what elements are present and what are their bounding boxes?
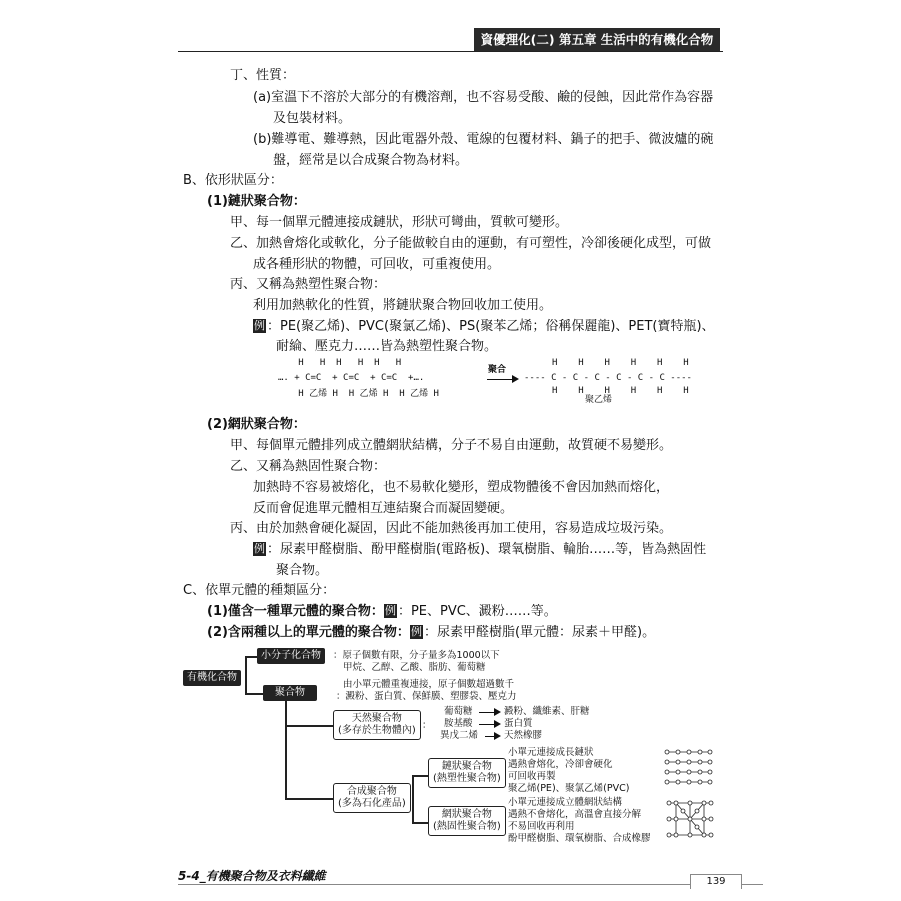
natural-arrow (485, 736, 499, 737)
tree-connector (412, 822, 428, 824)
poly-desc-1: 由小單元體重複連接，原子個數超過數千 (343, 679, 515, 690)
network-example-cont: 聚合物。 (276, 563, 329, 578)
chain-desc-4: 聚乙烯(PE)、聚氯乙烯(PVC) (508, 783, 630, 794)
single-monomer: (1)僅含一種單元體的聚合物：例 ：PE、PVC、澱粉……等。 (207, 604, 557, 619)
network-point-2-desc1: 加熱時不容易被熔化，也不易軟化變形，塑成物體後不會因加熱而熔化， (253, 480, 670, 495)
tree-connector (285, 701, 287, 799)
property-b: (b)難導電、難導熱，因此電器外殼、電線的包覆材料、鍋子的把手、微波爐的碗 (253, 132, 714, 147)
chain-point-3: 丙、又稱為熱塑性聚合物： (230, 277, 387, 292)
eq-ethylene-labels: H 乙烯 H H 乙烯 H H 乙烯 H (282, 389, 439, 399)
network-point-2-desc2: 反而會促進單元體相互連結聚合而凝固變硬。 (253, 501, 514, 516)
eq-product-label: 聚乙烯 (585, 395, 613, 405)
footer-section-title: 5-4_有機聚合物及衣料纖維 (178, 869, 326, 883)
chapter-header: 資優理化(二) 第五章 生活中的有機化合物 (474, 28, 720, 51)
example-badge: 例 (384, 604, 396, 617)
network-point-1: 甲、每個單元體排列成立體網狀結構，分子不易自由運動，故質硬不易變形。 (230, 438, 673, 453)
natural-monomer-glucose: 葡萄糖 (444, 706, 473, 717)
network-polymer-heading: (2)網狀聚合物： (207, 417, 306, 432)
eq-pe-h-top: H H H H H H (552, 358, 689, 368)
property-b-cont: 盤，經常是以合成聚合物為材料。 (273, 153, 469, 168)
network-point-3: 丙、由於加熱會硬化凝固，因此不能加熱後再加工使用，容易造成垃圾污染。 (230, 521, 673, 536)
property-a-cont: 及包裝材料。 (273, 111, 352, 126)
node-natural-polymer: 天然聚合物 (多存於生物體內) (333, 710, 421, 740)
section-properties: 丁、性質： (230, 68, 296, 83)
net-desc-3: 不易回收再利用 (508, 821, 575, 832)
network-example: 例 ：尿素甲醛樹脂、酚甲醛樹脂(電路板)、環氧樹脂、輪胎……等，皆為熱固性 (254, 542, 707, 557)
section-b: B、依形狀區分： (183, 173, 283, 188)
poly-desc-2: ：澱粉、蛋白質、保鮮膜、塑膠袋、壓克力 (336, 691, 517, 702)
tree-connector (245, 693, 263, 695)
natural-arrow (479, 724, 499, 725)
network-point-2: 乙、又稱為熱固性聚合物： (230, 459, 387, 474)
natural-product-rubber: 天然橡膠 (504, 730, 543, 741)
natural-monomer-isoprene: 異戊二烯 (440, 730, 479, 741)
example-badge: 例 (254, 542, 265, 555)
footer-rule (178, 884, 763, 885)
net-desc-2: 遇熱不會熔化，高溫會直接分解 (508, 809, 642, 820)
property-a: (a)室溫下不溶於大部分的有機溶劑，也不容易受酸、鹼的侵蝕，因此常作為容器 (253, 90, 714, 105)
natural-monomer-amino: 胺基酸 (444, 718, 473, 729)
chain-desc-1: 小單元連接成長鏈狀 (508, 747, 594, 758)
node-chain-polymer: 鏈狀聚合物 (熱塑性聚合物) (428, 758, 506, 788)
chain-example: 例 ：PE(聚乙烯)、PVC(聚氯乙烯)、PS(聚苯乙烯；俗稱保麗龍)、PET(寶特瓶)、 (254, 319, 715, 334)
node-polymer: 聚合物 (263, 685, 317, 701)
node-network-polymer: 網狀聚合物 (熱固性聚合物) (428, 806, 506, 836)
chain-desc-2: 遇熱會熔化，冷卻會硬化 (508, 759, 613, 770)
multi-monomer: (2)含兩種以上的單元體的聚合物：例 ：尿素甲醛樹脂(單元體：尿素＋甲醛)。 (207, 625, 656, 640)
net-desc-4: 酚甲醛樹脂、環氧樹脂、合成橡膠 (508, 833, 651, 844)
eq-ethylene-monomers: …. + C=C + C=C + C=C +…. (278, 373, 425, 383)
chain-polymer-heading: (1)鏈狀聚合物： (207, 194, 306, 209)
small-desc-1: ：原子個數有限，分子量多為1000以下 (333, 650, 500, 661)
tree-connector (285, 798, 333, 800)
root-organic-compound: 有機化合物 (183, 670, 241, 686)
example-badge: 例 (254, 319, 265, 332)
node-small-molecule: 小分子化合物 (257, 648, 325, 664)
tree-connector (245, 656, 247, 694)
eq-polyethylene-chain: ---- C - C - C - C - C - C ---- (524, 373, 692, 383)
chain-point-3-desc: 利用加熱軟化的性質，將鏈狀聚合物回收加工使用。 (253, 298, 553, 313)
chain-point-1: 甲、每一個單元體連接成鏈狀，形狀可彎曲，質軟可變形。 (230, 215, 569, 230)
header-rule (178, 51, 723, 52)
natural-product-starch: 澱粉、纖維素、肝糖 (504, 706, 590, 717)
chain-desc-3: 可回收再製 (508, 771, 556, 782)
chain-example-cont: 耐綸、壓克力……皆為熱塑性聚合物。 (276, 339, 498, 354)
example-badge: 例 (410, 625, 422, 638)
chain-point-2: 乙、加熱會熔化或軟化，分子能做較自由的運動，有可塑性，冷卻後硬化成型，可做 (230, 236, 712, 251)
chain-structure-icon (664, 748, 714, 788)
eq-arrow-label: 聚合 (488, 365, 507, 375)
tree-connector (412, 775, 428, 777)
chain-point-2-cont: 成各種形狀的物體，可回收，可重複使用。 (253, 257, 501, 272)
page-number: 139 (690, 874, 742, 889)
net-desc-1: 小單元連接成立體網狀結構 (508, 797, 623, 808)
section-c: C、依單元體的種類區分： (183, 583, 336, 598)
colon: ： (422, 720, 432, 731)
tree-connector (412, 775, 414, 823)
eq-ethylene-h-top: H H H H H H (282, 358, 402, 368)
reaction-arrow (487, 379, 517, 380)
tree-connector (285, 725, 333, 727)
small-desc-2: 甲烷、乙醇、乙酸、脂肪、葡萄糖 (343, 662, 486, 673)
tree-connector (245, 656, 257, 658)
node-synthetic-polymer: 合成聚合物 (多為石化產品) (333, 783, 411, 813)
natural-arrow (479, 712, 499, 713)
natural-product-protein: 蛋白質 (504, 718, 533, 729)
network-structure-icon (666, 799, 716, 841)
eq-pe-h-bottom: H H H H H H (552, 386, 689, 396)
